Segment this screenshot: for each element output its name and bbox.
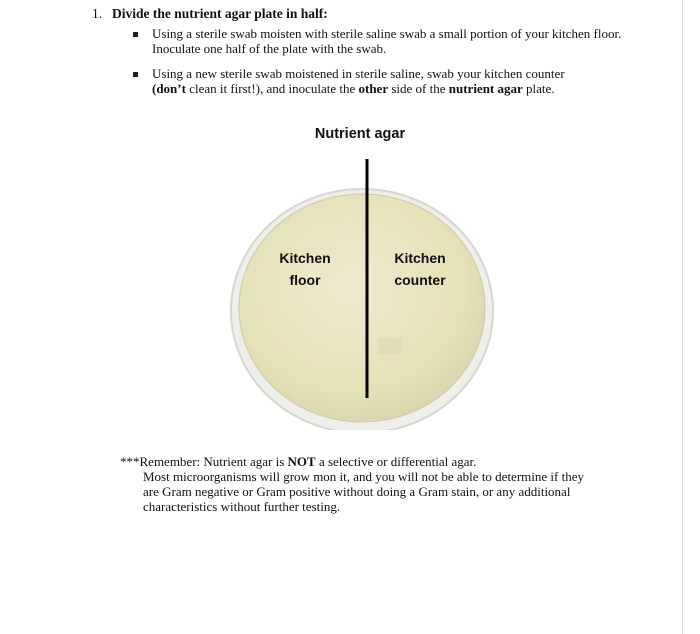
petri-dish-illustration (200, 120, 520, 430)
label-line: counter (394, 272, 446, 288)
instruction-item-floor (125, 26, 665, 56)
instruction-item-counter (125, 66, 665, 96)
note-line: are Gram negative or Gram positive without doing a Gram stain, or any additional (143, 484, 571, 499)
note-line (120, 454, 610, 469)
page-edge-divider (682, 0, 683, 634)
remember-note (120, 454, 610, 514)
agar-surface-shape (239, 194, 485, 422)
instruction-text: side of the (388, 81, 449, 96)
step-number: 1. (92, 6, 103, 21)
instruction-text: clean it first!), and inoculate the (185, 81, 359, 96)
label-kitchen-floor (265, 247, 345, 291)
emphasis-text: other (358, 81, 389, 96)
label-kitchen-counter (380, 247, 460, 291)
instruction-text: plate. (522, 81, 555, 96)
emphasis-text: (don’t (152, 81, 186, 96)
step-heading (92, 6, 328, 22)
label-line: Kitchen (279, 250, 331, 266)
instruction-line: Inoculate one half of the plate with the swab. (152, 41, 387, 56)
bullet-icon (133, 72, 138, 77)
note-text: a selective or differential agar. (315, 454, 477, 469)
label-line: floor (289, 272, 321, 288)
emphasis-text: NOT (287, 454, 316, 469)
instruction-line (152, 81, 665, 96)
figure-title: Nutrient agar (314, 126, 406, 142)
emphasis-text: nutrient agar (448, 81, 523, 96)
label-line: Kitchen (394, 250, 446, 266)
step-title: Divide the nutrient agar plate in half: (112, 6, 328, 21)
instruction-line: Using a sterile swab moisten with sterile saline swab a small portion of your kitchen floor. (152, 26, 622, 41)
bullet-icon (133, 32, 138, 37)
note-line: Most microorganisms will grow mon it, and you will not be able to determine if they (143, 469, 584, 484)
instruction-line: Using a new sterile swab moistened in sterile saline, swab your kitchen counter (152, 66, 565, 81)
note-line: characteristics without further testing. (143, 499, 341, 514)
instruction-list (125, 26, 665, 106)
note-text: Remember: Nutrient agar is (139, 454, 288, 469)
plate-mark-shape (378, 338, 402, 354)
agar-plate-figure (200, 120, 520, 430)
note-stars: *** (120, 454, 140, 469)
